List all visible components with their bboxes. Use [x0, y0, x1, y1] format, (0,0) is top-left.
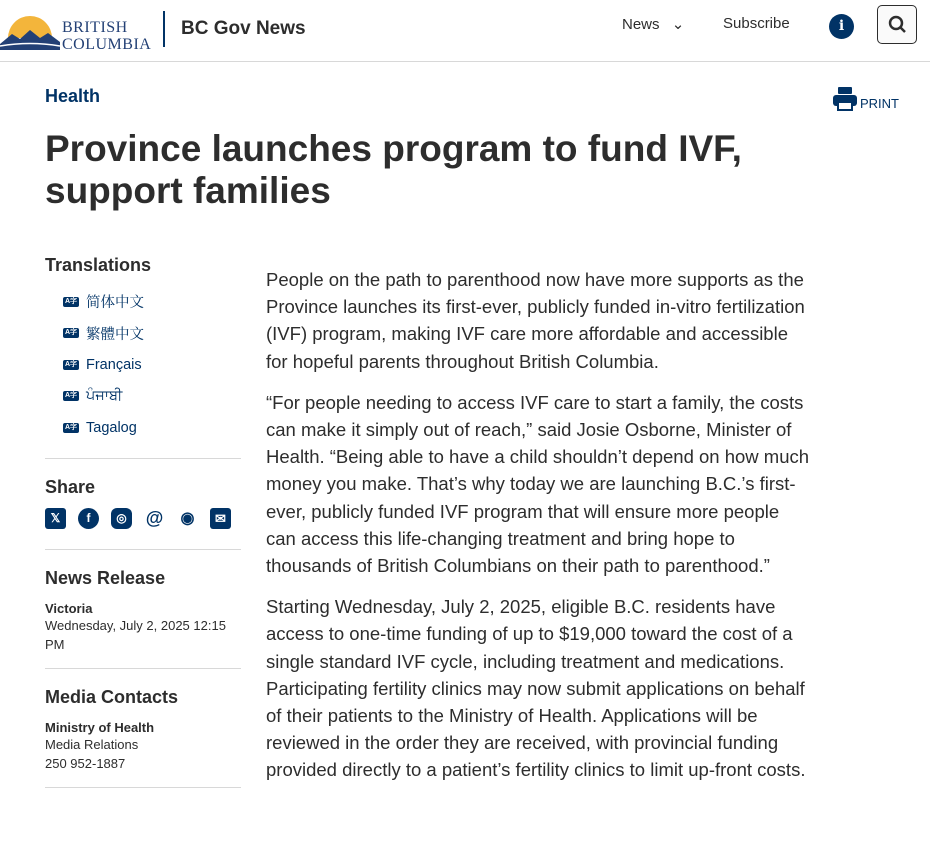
- translation-label: 简体中文: [86, 295, 144, 312]
- instagram-icon[interactable]: ◎: [111, 508, 132, 529]
- search-icon: [878, 6, 916, 43]
- translation-link-zh-hans[interactable]: [63, 286, 241, 318]
- translate-icon: A字: [64, 297, 78, 305]
- article-body: [266, 266, 814, 798]
- share-icons: [45, 508, 241, 529]
- translate-icon: A字: [64, 423, 78, 431]
- translation-label: Français: [86, 356, 142, 373]
- translation-link-fr[interactable]: [63, 349, 241, 381]
- site-title[interactable]: BC Gov News: [181, 18, 306, 39]
- logo-divider: [163, 11, 165, 47]
- printer-icon: [832, 86, 858, 111]
- release-date: Wednesday, July 2, 2025 12:15 PM: [45, 617, 226, 652]
- contact-ministry: Ministry of Health: [45, 719, 155, 735]
- sun-mountain-logo-icon: [0, 8, 60, 50]
- translation-label: 繁體中文: [86, 326, 144, 343]
- translate-icon: A字: [64, 329, 78, 337]
- contact-phone: 250 952-1887: [45, 755, 126, 771]
- translations-heading: Translations: [45, 255, 152, 275]
- weibo-icon[interactable]: ◉: [180, 509, 195, 527]
- translation-label: Tagalog: [86, 419, 137, 436]
- divider: [45, 549, 241, 550]
- print-button[interactable]: [832, 86, 899, 111]
- nav-news-label: News: [622, 16, 660, 33]
- translate-icon: A字: [64, 392, 78, 400]
- article-category[interactable]: Health: [45, 86, 101, 106]
- divider: [45, 668, 241, 669]
- bc-logo[interactable]: [0, 8, 152, 53]
- nav-news-dropdown[interactable]: [622, 15, 684, 33]
- translation-label: ਪੰਜਾਬੀ: [86, 388, 123, 405]
- page-title: Province launches program to fund IVF, support families: [45, 128, 742, 211]
- news-release-heading: News Release: [45, 567, 166, 588]
- nav-subscribe[interactable]: Subscribe: [723, 15, 790, 32]
- x-icon[interactable]: 𝕏: [45, 508, 66, 529]
- chevron-down-icon: ⌄: [671, 16, 685, 33]
- article-paragraph: “For people needing to access IVF care to start a family, the costs can make it simply out of reach,” said Josie Osborne, Minister of Health. “Being able to have a child shouldn’t depend on how much money you make. That’s why today we are launching B.C.’s first-ever, publicly funded IVF program that will ensure more people can access this life-changing treatment and bring hope to thousands of British Columbians on their path to parenthood.”: [266, 391, 810, 577]
- sidebar: [45, 255, 241, 806]
- translation-link-tl[interactable]: [63, 412, 241, 444]
- media-contacts-heading: Media Contacts: [45, 686, 179, 707]
- release-location: Victoria: [45, 600, 93, 616]
- info-icon[interactable]: i: [829, 14, 854, 39]
- site-header: [0, 0, 930, 62]
- facebook-icon[interactable]: f: [78, 508, 99, 529]
- divider: [45, 458, 241, 459]
- translation-link-pa[interactable]: [63, 381, 241, 413]
- contact-department: Media Relations: [45, 736, 139, 752]
- email-icon[interactable]: ✉: [210, 508, 231, 529]
- share-heading: Share: [45, 476, 96, 497]
- divider: [45, 787, 241, 788]
- logo-text: BRITISH COLUMBIA: [62, 19, 152, 53]
- print-label: PRINT: [860, 96, 899, 111]
- threads-icon[interactable]: @: [145, 507, 164, 528]
- translate-icon: A字: [64, 360, 78, 368]
- translation-link-zh-hant[interactable]: [63, 318, 241, 350]
- article-paragraph: Starting Wednesday, July 2, 2025, eligible B.C. residents have access to one-time funding of up to $19,000 toward the cost of a single standard IVF cycle, including treatment and medications. Participating fertility clinics may now submit applications on behalf of their patients to the Ministry of Health. Applications will be reviewed in the order they are received, with provincial funding provided directly to a patient’s fertility clinics to limit up-front costs.: [266, 596, 806, 781]
- search-button[interactable]: [877, 5, 917, 44]
- article-paragraph: People on the path to parenthood now have more supports as the Province launches its first-ever, publicly funded in-vitro fertilization (IVF) program, making IVF care more affordable and accessible for hopeful parents throughout British Columbia.: [266, 269, 805, 372]
